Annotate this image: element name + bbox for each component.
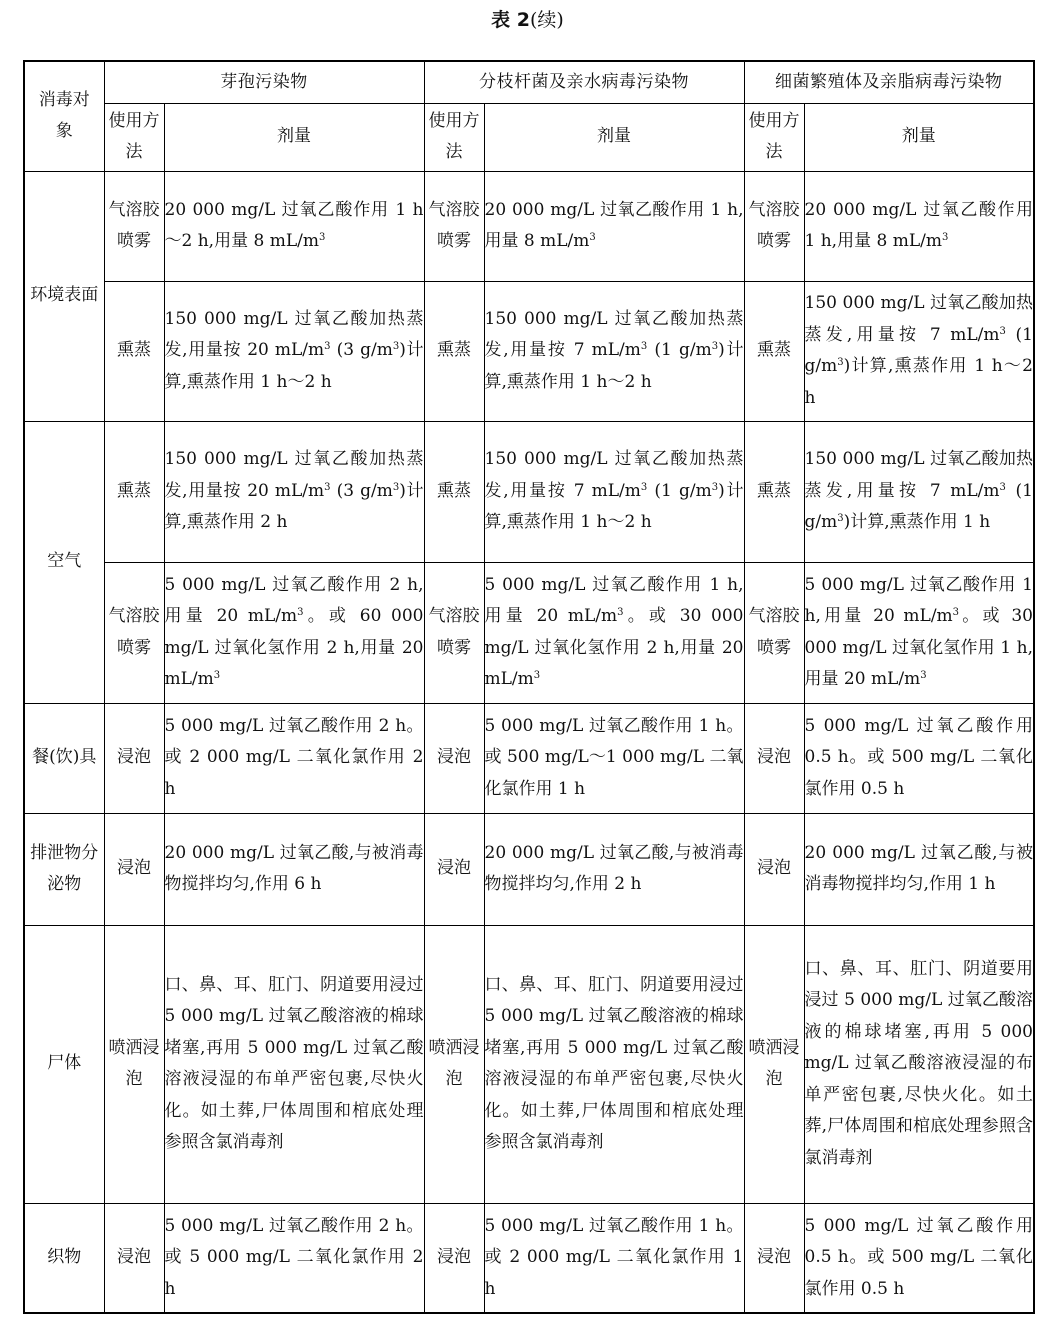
method-cell: 熏蒸: [104, 281, 164, 421]
object-tableware: 餐(饮)具: [24, 703, 104, 813]
header-group-spore: 芽孢污染物: [104, 61, 424, 103]
dose-cell: 20 000 mg/L 过氧乙酸作用 1 h～2 h,用量 8 $mL/m^3$: [164, 171, 424, 281]
dose-cell: 5 000 mg/L 过氧乙酸作用 2 h。或 5 000 mg/L 二氧化氯作用 2 h: [164, 1203, 424, 1313]
object-air: 空气: [24, 421, 104, 703]
dose-cell: 150 000 mg/L 过氧乙酸加热蒸发,用量按 7 $mL/m^3$ (1 $g/m^3$)计算,熏蒸作用 1 h～2 h: [804, 281, 1034, 421]
caption-suffix: (续): [530, 9, 564, 31]
method-cell: 气溶胶喷雾: [424, 171, 484, 281]
method-cell: 熏蒸: [424, 281, 484, 421]
header-group-bacteria: 细菌繁殖体及亲脂病毒污染物: [744, 61, 1034, 103]
table-row: [24, 562, 1034, 703]
dose-cell: 5 000 mg/L 过氧乙酸作用 2 h。或 2 000 mg/L 二氧化氯作用 2 h: [164, 703, 424, 813]
dose-cell: 150 000 mg/L 过氧乙酸加热蒸发,用量按 20 $mL/m^3$ (3 $g/m^3$)计算,熏蒸作用 2 h: [164, 421, 424, 562]
caption-label: 表 2: [491, 9, 530, 31]
dose-cell: 5 000 mg/L 过氧乙酸作用 1 h。或 2 000 mg/L 二氧化氯作用 1 h: [484, 1203, 744, 1313]
dose-cell: 20 000 mg/L 过氧乙酸,与被消毒物搅拌均匀,作用 1 h: [804, 813, 1034, 925]
dose-cell: 5 000 mg/L 过氧乙酸作用 2 h,用量 20 $mL/m^3$。或 60 000 mg/L 过氧化氢作用 2 h,用量 20 $mL/m^3$: [164, 562, 424, 703]
method-cell: 浸泡: [424, 703, 484, 813]
dose-cell: 5 000 mg/L 过氧乙酸作用 1 h,用量 20 $mL/m^3$。或 30 000 mg/L 过氧化氢作用 1 h,用量 20 $mL/m^3$: [804, 562, 1034, 703]
table-row: [24, 421, 1034, 562]
disinfection-table: [23, 60, 1035, 1314]
header-object: 消毒对象: [24, 61, 104, 171]
method-cell: 浸泡: [424, 813, 484, 925]
object-excreta: 排泄物分泌物: [24, 813, 104, 925]
dose-cell: 150 000 mg/L 过氧乙酸加热蒸发,用量按 7 $mL/m^3$ (1 $g/m^3$)计算,熏蒸作用 1 h: [804, 421, 1034, 562]
method-cell: 气溶胶喷雾: [104, 171, 164, 281]
table-row: [24, 171, 1034, 281]
dose-cell: 20 000 mg/L 过氧乙酸,与被消毒物搅拌均匀,作用 6 h: [164, 813, 424, 925]
method-cell: 熏蒸: [424, 421, 484, 562]
dose-cell: 5 000 mg/L 过氧乙酸作用 1 h,用量 20 $mL/m^3$。或 30 000 mg/L 过氧化氢作用 2 h,用量 20 $mL/m^3$: [484, 562, 744, 703]
method-cell: 浸泡: [104, 813, 164, 925]
table-caption: [0, 6, 1055, 34]
method-cell: 气溶胶喷雾: [744, 562, 804, 703]
method-cell: 气溶胶喷雾: [424, 562, 484, 703]
dose-cell: 口、鼻、耳、肛门、阴道要用浸过 5 000 mg/L 过氧乙酸溶液的棉球堵塞,再用 5 000 mg/L 过氧乙酸溶液浸湿的布单严密包裹,尽快火化。如土葬,尸体周围和棺底处理参照含氯消毒剂: [164, 925, 424, 1203]
method-cell: 气溶胶喷雾: [744, 171, 804, 281]
table-row: [24, 1203, 1034, 1313]
dose-cell: 口、鼻、耳、肛门、阴道要用浸过 5 000 mg/L 过氧乙酸溶液的棉球堵塞,再用 5 000 mg/L 过氧乙酸溶液浸湿的布单严密包裹,尽快火化。如土葬,尸体周围和棺底处理参照含氯消毒剂: [484, 925, 744, 1203]
dose-cell: 5 000 mg/L 过氧乙酸作用 0.5 h。或 500 mg/L 二氧化氯作用 0.5 h: [804, 1203, 1034, 1313]
header-dose-2: 剂量: [484, 103, 744, 171]
method-cell: 熏蒸: [744, 281, 804, 421]
table-row: [24, 703, 1034, 813]
method-cell: 浸泡: [744, 813, 804, 925]
object-fabric: 织物: [24, 1203, 104, 1313]
method-cell: 气溶胶喷雾: [104, 562, 164, 703]
method-cell: 熏蒸: [104, 421, 164, 562]
header-method-2: 使用方法: [424, 103, 484, 171]
table-row: [24, 813, 1034, 925]
method-cell: 熏蒸: [744, 421, 804, 562]
method-cell: 喷洒浸泡: [424, 925, 484, 1203]
table-row: [24, 925, 1034, 1203]
header-method-3: 使用方法: [744, 103, 804, 171]
dose-cell: 20 000 mg/L 过氧乙酸作用 1 h,用量 8 $mL/m^3$: [484, 171, 744, 281]
dose-cell: 150 000 mg/L 过氧乙酸加热蒸发,用量按 20 $mL/m^3$ (3 $g/m^3$)计算,熏蒸作用 1 h～2 h: [164, 281, 424, 421]
method-cell: 浸泡: [104, 703, 164, 813]
method-cell: 喷洒浸泡: [744, 925, 804, 1203]
method-cell: 浸泡: [744, 703, 804, 813]
dose-cell: 口、鼻、耳、肛门、阴道要用浸过 5 000 mg/L 过氧乙酸溶液的棉球堵塞,再用 5 000 mg/L 过氧乙酸溶液浸湿的布单严密包裹,尽快火化。如土葬,尸体周围和棺底处理参照含氯消毒剂: [804, 925, 1034, 1203]
object-environment-surface: 环境表面: [24, 171, 104, 421]
header-group-mycobacteria: 分枝杆菌及亲水病毒污染物: [424, 61, 744, 103]
dose-cell: 150 000 mg/L 过氧乙酸加热蒸发,用量按 7 $mL/m^3$ (1 $g/m^3$)计算,熏蒸作用 1 h～2 h: [484, 281, 744, 421]
table-row: [24, 281, 1034, 421]
method-cell: 浸泡: [424, 1203, 484, 1313]
dose-cell: 5 000 mg/L 过氧乙酸作用 0.5 h。或 500 mg/L 二氧化氯作用 0.5 h: [804, 703, 1034, 813]
header-dose-3: 剂量: [804, 103, 1034, 171]
dose-cell: 5 000 mg/L 过氧乙酸作用 1 h。或 500 mg/L～1 000 mg/L 二氧化氯作用 1 h: [484, 703, 744, 813]
dose-cell: 20 000 mg/L 过氧乙酸作用 1 h,用量 8 $mL/m^3$: [804, 171, 1034, 281]
method-cell: 浸泡: [104, 1203, 164, 1313]
object-corpse: 尸体: [24, 925, 104, 1203]
dose-cell: 20 000 mg/L 过氧乙酸,与被消毒物搅拌均匀,作用 2 h: [484, 813, 744, 925]
header-dose-1: 剂量: [164, 103, 424, 171]
method-cell: 喷洒浸泡: [104, 925, 164, 1203]
dose-cell: 150 000 mg/L 过氧乙酸加热蒸发,用量按 7 $mL/m^3$ (1 $g/m^3$)计算,熏蒸作用 1 h～2 h: [484, 421, 744, 562]
header-method-1: 使用方法: [104, 103, 164, 171]
method-cell: 浸泡: [744, 1203, 804, 1313]
